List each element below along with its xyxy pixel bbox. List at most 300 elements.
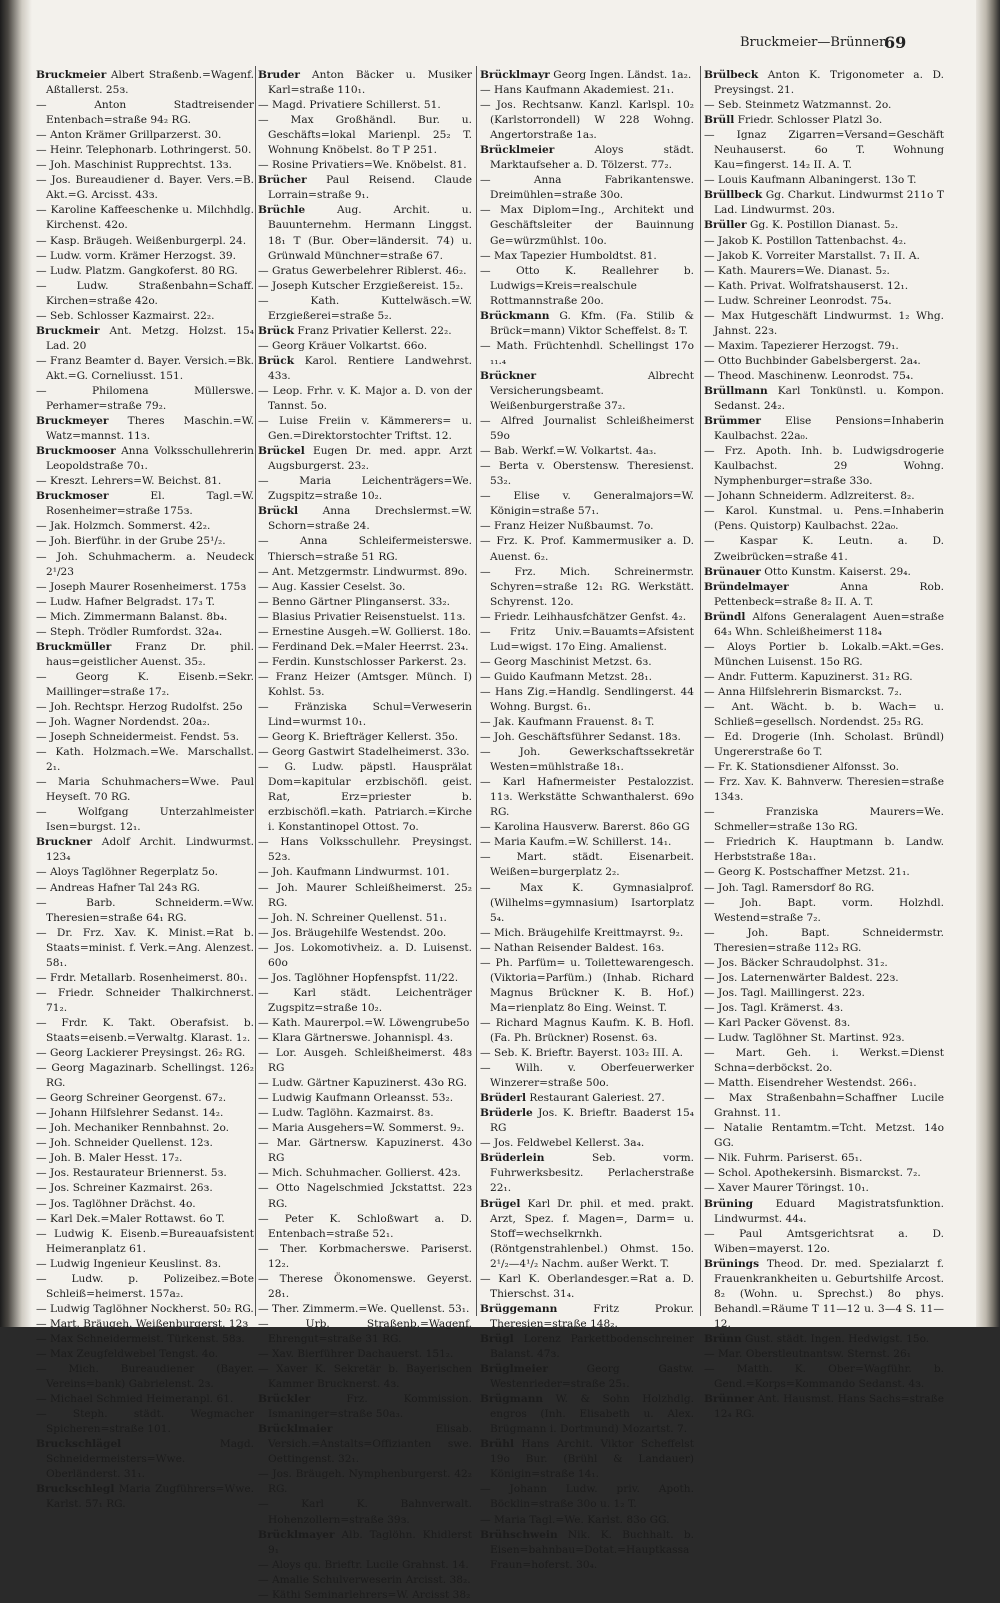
directory-entry (704, 610, 944, 640)
directory-entry (704, 369, 944, 384)
directory-entry (36, 1166, 254, 1181)
directory-entry (480, 835, 694, 850)
entry-text: — Benno Gärtner Plinganserst. 33₂. (258, 595, 450, 608)
surname-heading: Brüller (704, 219, 747, 232)
surname-heading: Brück (258, 324, 295, 337)
entry-text: Albrecht Versicherungsbeamt. Weißenburgerstraße 37₂. (490, 369, 694, 413)
entry-text: — Therese Ökonomenswe. Geyerst. 28₁. (258, 1272, 472, 1300)
directory-entry (704, 1151, 944, 1166)
directory-entry (36, 203, 254, 233)
entry-text: — Max Straßenbahn=Schaffner Lucile Grahnst. 11. (704, 1092, 944, 1120)
directory-entry (36, 1106, 254, 1121)
entry-text: — Urb. Straßenb.=Wagenf. Ehrengut=straße 31 RG. (258, 1317, 472, 1345)
directory-entry (258, 1317, 472, 1347)
entry-text: — Franziska Maurers=We. Schmeller=straße 13o RG. (704, 806, 944, 834)
directory-entry (480, 730, 694, 745)
directory-entry (36, 1302, 254, 1317)
directory-entry (704, 1347, 944, 1362)
directory-entry (36, 986, 254, 1016)
entry-text: — Blasius Privatier Reisenstuelst. 11з. (258, 610, 466, 623)
entry-text: — Maria Ausgehers=W. Sommerst. 9₂. (258, 1122, 465, 1135)
directory-entry (480, 249, 694, 264)
directory-entry (36, 1091, 254, 1106)
directory-entry (480, 339, 694, 369)
entry-text: — Mart. Bräugeh. Weißenburgerst. 12з (36, 1317, 249, 1330)
directory-entry (480, 610, 694, 625)
directory-entry (258, 760, 472, 835)
directory-entry (258, 1136, 472, 1166)
directory-entry (480, 941, 694, 956)
entry-text: Magd. Schneidermeisters=Wwe. Oberländerst. 31₁. (46, 1438, 254, 1481)
directory-entry (704, 1046, 944, 1076)
directory-entry (36, 158, 254, 173)
surname-heading: Bründl (704, 610, 746, 623)
page-number: 69 (884, 33, 907, 52)
entry-text: — Anton Stadtreisender Entenbach=straße 94₂ RG. (36, 99, 254, 127)
entry-text: — Maxim. Tapezierer Herzogst. 79₁. (704, 339, 899, 352)
directory-entry (480, 1151, 694, 1196)
entry-text: — Seb. Steinmetz Watzmannst. 2o. (704, 99, 892, 112)
entry-text: — Max K. Gymnasialprof. (Wilhelms=gymnasium) Isartorplatz 5₄. (480, 881, 694, 924)
directory-entry (36, 1197, 254, 1212)
column-divider (700, 66, 701, 1316)
directory-entry (258, 640, 472, 655)
entry-text: — Ludw. Gärtner Kapuzinerst. 43o RG. (258, 1077, 467, 1090)
entry-text: Georg Ingen. Ländst. 1a₂. (549, 69, 692, 81)
directory-entry (704, 775, 944, 805)
entry-text: — Fränziska Schul=Verweserin Lind=wurmst 10₁. (258, 700, 472, 729)
entry-text: Gust. städt. Ingen. Hedwigst. 15o. (741, 1332, 930, 1345)
directory-entry (704, 173, 944, 188)
entry-text: — Ludw. Platzm. Gangkoferst. 80 RG. (36, 264, 238, 277)
entry-text: — Georg K. Postschaffner Metzst. 21₁. (704, 866, 910, 879)
entry-text: El. Tagl.=W. Rosenheimer=straße 175з. (46, 490, 254, 518)
entry-text: — Andreas Hafner Tal 24з RG. (36, 881, 201, 894)
entry-text: Restaurant Galeriest. 27. (526, 1092, 665, 1105)
directory-entry (258, 1181, 472, 1211)
directory-entry (258, 1347, 472, 1362)
entry-text: — Louis Kaufmann Albaningerst. 13o T. (704, 174, 917, 187)
entry-text: — Ludw. vorm. Krämer Herzogst. 39. (36, 249, 236, 262)
surname-heading: Brückmann (480, 309, 550, 322)
entry-text: — Matth. K. Ober=Wagführ. b. Gend.=Korps=Kommando Sedanst. 4з. (704, 1363, 944, 1391)
directory-entry (704, 1257, 944, 1332)
entry-text: — Joh. Geschäftsführer Sedanst. 18з. (480, 731, 681, 744)
entry-text: — Joh. Tagl. Ramersdorf 8o RG. (704, 881, 875, 894)
entry-text: — Wilh. v. Oberfeuerwerker Winzerer=straße 50o. (480, 1062, 694, 1090)
directory-entry (36, 1257, 254, 1272)
directory-entry (36, 1151, 254, 1166)
directory-entry (258, 1091, 472, 1106)
entry-text: — Hans Kaufmann Akademiest. 21₁. (480, 84, 675, 97)
entry-text: Anna Drechslermst.=W. Schorn=straße 24. (268, 505, 472, 533)
entry-text: — Seb. Schlosser Kazmairst. 22₂. (36, 309, 215, 322)
entry-text: — Ther. Zimmerm.=We. Quellenst. 53₁. (258, 1302, 470, 1315)
entry-text: — Matth. Eisendreher Westendst. 266₁. (704, 1077, 917, 1090)
directory-entry (704, 68, 944, 98)
directory-column-1 (36, 68, 254, 1511)
entry-text: — Lor. Ausgeh. Schleißheimerst. 48з RG (258, 1047, 472, 1075)
directory-entry (36, 534, 254, 549)
directory-entry (480, 1091, 694, 1106)
surname-heading: Bruckmeier (36, 69, 107, 81)
entry-text: — Aloys qu. Brieftr. Lucile Grahnst. 14. (258, 1558, 469, 1571)
surname-heading: Brügl (480, 1332, 514, 1345)
entry-text: — Rosine Privatiers=We. Knöbelst. 81. (258, 159, 467, 172)
surname-heading: Brüllbeck (704, 189, 763, 202)
directory-entry (704, 1362, 944, 1392)
directory-entry (36, 279, 254, 309)
entry-text: — Jos. Lokomotivheiz. a. D. Luisenst. 60o (258, 941, 472, 969)
directory-entry (480, 625, 694, 655)
directory-entry (480, 1302, 694, 1332)
surname-heading: Bruckner (36, 836, 93, 849)
directory-entry (36, 1061, 254, 1091)
entry-text: — Jos. Rechtsanw. Kanzl. Karlspl. 10₂ (Karlstorrondell) W 228 Wohng. Angertorstraße 1a₃. (480, 99, 694, 142)
directory-entry (480, 775, 694, 820)
entry-text: — Amalie Schulverweserin Arcisst. 38₂. (258, 1573, 471, 1586)
directory-entry (258, 339, 472, 354)
directory-entry (36, 881, 254, 896)
entry-text: — Jak. Kaufmann Frauenst. 8₁ T. (480, 716, 655, 729)
entry-text: Hans Archit. Viktor Scheffelst 19o Bur. (Brühl & Landauer) Königin=straße 14₁. (490, 1438, 694, 1481)
entry-text: — Math. Früchtenhdl. Schellingst 17o ₁₁.₄ (480, 339, 694, 367)
entry-text: Franz Privatier Kellerst. 22₂. (294, 324, 452, 337)
directory-entry (480, 1392, 694, 1437)
directory-entry (704, 444, 944, 489)
entry-text: — Maria Schuhmachers=Wwe. Paul Heyseſt. 70 RG. (36, 776, 254, 804)
entry-text: — Jos. Restaurateur Briennerst. 5з. (36, 1167, 227, 1180)
entry-text: — Max Zeugfeldwebel Tengst. 4o. (36, 1347, 219, 1360)
directory-entry (704, 218, 944, 233)
directory-entry (480, 369, 694, 414)
entry-text: Eugen Dr. med. appr. Arzt Augsburgerst. 23₂. (268, 445, 472, 473)
directory-entry (480, 534, 694, 564)
entry-text: — Klara Gärtnerswe. Johannispl. 4з. (258, 1032, 454, 1044)
directory-entry (36, 805, 254, 835)
directory-entry (258, 670, 472, 700)
directory-entry (36, 519, 254, 534)
directory-entry (258, 1076, 472, 1091)
directory-entry (36, 128, 254, 143)
directory-entry (36, 971, 254, 986)
directory-entry (704, 565, 944, 580)
directory-entry (704, 309, 944, 339)
entry-text: — Georg Gastwirt Stadelheimerst. 33o. (258, 746, 470, 759)
entry-text: — Magd. Privatiere Schillerst. 51. (258, 99, 441, 112)
directory-entry (704, 971, 944, 986)
surname-heading: Brügel (480, 1197, 521, 1210)
directory-entry (704, 354, 944, 369)
directory-entry (704, 1227, 944, 1257)
entry-text: — Ludw. Schreiner Leonrodst. 75₄. (704, 294, 892, 307)
column-divider (255, 66, 256, 1316)
running-header: Bruckmeier—Brünner. (740, 35, 888, 50)
directory-entry (704, 805, 944, 835)
entry-text: — Mich. Schuhmacher. Gollierst. 42з. (258, 1167, 461, 1180)
entry-text: Otto Kunstm. Kaiserst. 29₄. (760, 565, 911, 578)
entry-text: — Aloys Taglöhner Regerplatz 5o. (36, 866, 218, 879)
entry-text: — Ed. Drogerie (Inh. Scholast. Bründl) Ungererstraße 6o T. (704, 731, 944, 759)
surname-heading: Brüderle (480, 1107, 533, 1120)
entry-text: — Max Tapezier Humboldtst. 81. (480, 249, 657, 262)
entry-text: Jos. K. Brieftr. Baaderst 15₄ RG (490, 1107, 694, 1135)
directory-entry (704, 98, 944, 113)
entry-text: — Elise v. Generalmajors=W. Königin=straße 57₁. (480, 490, 694, 518)
directory-entry (704, 113, 944, 128)
entry-text: — Kreszt. Lehrers=W. Beichst. 81. (36, 475, 222, 488)
entry-text: — Karl K. Bahnverwalt. Hohenzollern=straße 39з. (258, 1498, 472, 1526)
directory-entry (704, 881, 944, 896)
directory-entry (704, 926, 944, 956)
directory-entry (258, 926, 472, 941)
entry-text: — Johann Ludw. priv. Apoth. Böcklin=straße 30o u. 1₂ T. (480, 1483, 694, 1511)
surname-heading: Brüchle (258, 204, 306, 217)
directory-entry (258, 68, 472, 98)
directory-entry (36, 835, 254, 865)
directory-entry (36, 249, 254, 264)
entry-text: — Xav. Bierführer Dachauerst. 151₂. (258, 1347, 454, 1360)
entry-text: — Kath. Holzmach.=We. Marschallst. 2₁. (36, 746, 254, 774)
directory-column-2 (258, 68, 472, 1601)
entry-text: Maria Zugführers=Wwe. Karlst. 57₁ RG. (46, 1483, 254, 1511)
directory-entry (480, 1362, 694, 1392)
entry-text: Aug. Archit. u. Bauunternehm. Hermann Linggst. 18₁ T (Bur. Ober=ländersit. 74) u. Grünwald Münchner=straße 67. (268, 204, 472, 262)
directory-entry (36, 1227, 254, 1257)
entry-text: — Georg Maschinist Metzst. 6з. (480, 655, 652, 668)
directory-entry (258, 971, 472, 986)
entry-text: — Franz Heizer Nußbaumst. 7o. (480, 520, 654, 533)
directory-entry (704, 1332, 944, 1347)
directory-entry (258, 941, 472, 971)
entry-text: — Jos. Bräugeh. Nymphenburgerst. 42₂ RG. (258, 1468, 472, 1496)
entry-text: Anton K. Trigonometer a. D. Preysingst. 21. (714, 69, 944, 97)
directory-entry (258, 911, 472, 926)
surname-heading: Brügmann (480, 1393, 544, 1406)
entry-text: — Ludwig Ingenieur Keuslinst. 8з. (36, 1257, 222, 1270)
entry-text: — G. Ludw. päpstl. Hausprälat Dom=kapitular erzbischöfl. geist. Rat, Erz=priester b. erzbischöfl.=kath. Patriarch.=Kirche i. Konstantinopel Ottost. 7o. (258, 761, 472, 834)
directory-entry (36, 700, 254, 715)
entry-text: — Käthi Seminarlehrers=W. Arcisst 38₂ (258, 1588, 471, 1601)
directory-entry (36, 324, 254, 354)
directory-entry (258, 1272, 472, 1302)
directory-entry (258, 384, 472, 414)
book-gutter (0, 0, 32, 1327)
directory-entry (258, 1016, 472, 1031)
entry-text: — Joh. Gewerkschaftssekretär Westen=mühlstraße 18₁. (480, 746, 694, 774)
entry-text: — Georg Kräuer Volkartst. 66o. (258, 339, 428, 352)
directory-entry (704, 489, 944, 504)
directory-entry (480, 1437, 694, 1482)
entry-text: — Guido Kaufmann Metzst. 28₁. (480, 670, 652, 683)
entry-text: — Joh. Maschinist Rupprechtst. 13з. (36, 159, 232, 172)
directory-entry (36, 1046, 254, 1061)
entry-text: — Karol. Kunstmal. u. Pens.=Inhaberin (Pens. Quistorp) Kaulbachst. 22a₀. (704, 505, 944, 533)
entry-text: — Ther. Korbmacherswe. Pariserst. 12₂. (258, 1242, 472, 1270)
directory-entry (480, 68, 694, 83)
directory-entry (258, 1422, 472, 1467)
directory-entry (258, 745, 472, 760)
surname-heading: Brückl (258, 505, 299, 518)
directory-entry (36, 1272, 254, 1302)
entry-text: Eduard Magistratsfunktion. Lindwurmst. 44₄. (714, 1197, 944, 1225)
directory-entry (258, 655, 472, 670)
directory-entry (258, 324, 472, 339)
directory-entry (480, 519, 694, 534)
directory-entry (36, 1392, 254, 1407)
directory-entry (36, 670, 254, 700)
directory-entry (704, 865, 944, 880)
directory-entry (36, 580, 254, 595)
directory-entry (704, 384, 944, 414)
entry-text: — Ludwig Kaufmann Orleansst. 53₂. (258, 1092, 454, 1105)
entry-text: — Steph. Trödler Rumfordst. 32a₄. (36, 625, 223, 638)
directory-entry (704, 234, 944, 249)
entry-text: — Jos. Laternenwärter Baldest. 22з. (704, 971, 899, 984)
directory-entry (258, 203, 472, 263)
entry-text: — Berta v. Oberstensw. Theresienst. 53₂. (480, 460, 694, 488)
directory-entry (480, 309, 694, 339)
surname-heading: Brünings (704, 1257, 760, 1270)
entry-text: — Ernestine Ausgeh.=W. Gollierst. 18o. (258, 625, 471, 638)
entry-text: — Ludw. Hafner Belgradst. 17₃ T. (36, 595, 215, 608)
directory-entry (36, 1332, 254, 1347)
directory-entry (36, 595, 254, 610)
directory-entry (704, 1121, 944, 1151)
directory-entry (704, 1031, 944, 1046)
entry-text: Karl Dr. phil. et med. prakt. Arzt, Spez. f. Magen=, Darm= u. Stoff=wechselkrnkh. (Röntgenstrahlenbel.) Ohmst. 15o. 2¹/₂—4¹/₂ Nachm. außer Werkt. T. (490, 1197, 694, 1270)
surname-heading: Bruckschlägel (36, 1438, 122, 1451)
entry-text: — Jakob K. Vorreiter Marstallst. 7₁ II. A. (704, 249, 920, 262)
entry-text: — Friedr. Leihhausfchätzer Genfst. 4₂. (480, 610, 687, 623)
entry-text: — Anton Krämer Grillparzerst. 30. (36, 129, 222, 142)
surname-heading: Bründelmayer (704, 580, 789, 593)
directory-entry (36, 1136, 254, 1151)
directory-entry (258, 625, 472, 640)
directory-entry (258, 1106, 472, 1121)
directory-entry (36, 1407, 254, 1437)
entry-text: — Max Diplom=Ing., Architekt und Geschäftsleiter der Bauinnung Ge=würzmühlst. 10o. (480, 204, 694, 247)
directory-entry (258, 610, 472, 625)
entry-text: — Joh. Mechaniker Rennbahnst. 2o. (36, 1122, 230, 1135)
directory-entry (36, 640, 254, 670)
entry-text: Adolf Archit. Lindwurmst. 123₄ (46, 836, 254, 864)
entry-text: — Nathan Reisender Baldest. 16з. (480, 941, 665, 954)
surname-heading: Brümmer (704, 415, 761, 428)
directory-entry (480, 1197, 694, 1272)
directory-entry (704, 128, 944, 173)
entry-text: Elise Pensions=Inhaberin Kaulbachst. 22a₀. (714, 415, 944, 443)
directory-entry (258, 294, 472, 324)
entry-text: — Karl K. Oberlandesger.=Rat a. D. Thierschst. 31₄. (480, 1272, 694, 1300)
entry-text: — Jos. Bureaudiener d. Bayer. Vers.=B. Akt.=G. Arcisst. 43з. (36, 174, 254, 202)
entry-text: — Jos. Feldwebel Kellerst. 3a₄. (480, 1137, 645, 1150)
entry-text: Ant. Metzg. Holzst. 15₄ Lad. 20 (46, 324, 254, 352)
entry-text: G. Kfm. (Fa. Stilib & Brück=mann) Viktor Scheffelst. 8₂ T. (490, 309, 694, 337)
entry-text: — Jos. Taglöhner Hopfenspfst. 11/22. (258, 971, 459, 984)
directory-entry (704, 760, 944, 775)
directory-entry (480, 745, 694, 775)
entry-text: Paul Reisend. Claude Lorrain=straße 9₁. (268, 174, 472, 202)
directory-entry (36, 173, 254, 203)
directory-entry (258, 835, 472, 865)
directory-entry (36, 264, 254, 279)
directory-entry (480, 98, 694, 143)
entry-text: — Frz. Xav. K. Bahnverw. Theresien=straße 134з. (704, 776, 944, 804)
directory-entry (258, 279, 472, 294)
entry-text: — Joh. Maurer Schleißheimerst. 25₂ RG. (258, 881, 472, 909)
surname-heading: Brüning (704, 1197, 754, 1210)
entry-text: — Xaver K. Sekretär b. Bayerischen Kammer Brucknerst. 4з. (258, 1363, 472, 1391)
entry-text: — Dr. Frz. Xav. K. Minist.=Rat b. Staats=minist. f. Verk.=Ang. Alenzest. 58₁. (36, 926, 254, 969)
entry-text: — Aloys Portier b. Lokalb.=Akt.=Ges. München Luisenst. 15o RG. (704, 640, 944, 668)
entry-text: Alb. Taglöhn. Khidlerst 9₁ (268, 1528, 472, 1556)
directory-entry (704, 534, 944, 564)
directory-entry (480, 1046, 694, 1061)
directory-entry (704, 1166, 944, 1181)
entry-text: — Gratus Gewerbelehrer Riblerst. 46₂. (258, 264, 467, 277)
entry-text: — Joh. B. Maler Hesst. 17₂. (36, 1152, 183, 1165)
directory-entry (258, 474, 472, 504)
directory-entry (480, 1482, 694, 1512)
directory-entry (36, 745, 254, 775)
entry-text: — Fritz Univ.=Bauamts=Afsistent Lud=wigst. 17o Eing. Amalienst. (480, 625, 694, 653)
entry-text: — Frz. Apoth. Inh. b. Ludwigsdrogerie Kaulbachst. 29 Wohng. Nymphenburger=straße 33o. (704, 445, 944, 488)
entry-text: — Georg Lackierer Preysingst. 26₂ RG. (36, 1047, 246, 1060)
entry-text: — Ant. Metzgermstr. Lindwurmst. 89o. (258, 565, 468, 578)
directory-entry (704, 279, 944, 294)
entry-text: — Kath. Kuttelwäsch.=W. Erzgießerei=straße 5₂. (258, 294, 472, 322)
entry-text: — Max Großhändl. Bur. u. Geschäfts=lokal Marienpl. 25₂ T. Wohnung Knöbelst. 8o T P 251. (258, 114, 472, 157)
entry-text: — Kath. Privat. Wolfratshauserst. 12₁. (704, 279, 909, 292)
directory-entry (480, 203, 694, 248)
entry-text: — Ludwig Taglöhner Nockherst. 50₂ RG. (36, 1302, 254, 1315)
directory-entry (704, 700, 944, 730)
directory-entry (258, 1528, 472, 1558)
entry-text: — Ludwig K. Eisenb.=Bureauafsistent Heimeranplatz 61. (36, 1227, 254, 1255)
directory-entry (480, 850, 694, 880)
entry-text: — Georg Schreiner Georgenst. 67₂. (36, 1092, 227, 1105)
entry-text: Karol. Rentiere Landwehrst. 43з. (268, 354, 472, 382)
entry-text: — Kasp. Bräugeh. Weißenburgerpl. 24. (36, 234, 247, 247)
surname-heading: Bruckmooser (36, 445, 116, 458)
entry-text: — Ant. Wächt. b. b. Wach= u. Schließ=gesellsch. Nordendst. 25₃ RG. (704, 700, 944, 729)
entry-text: — Otto K. Reallehrer b. Ludwigs=Kreis=realschule Rottmannstraße 20o. (480, 264, 694, 307)
entry-text: — Frdr. K. Takt. Oberafsist. b. Staats=eisenb.=Verwaltg. Klarast. 1₂. (36, 1016, 254, 1044)
directory-entry (704, 1076, 944, 1091)
entry-text: — Karl Packer Gövenst. 8з. (704, 1016, 851, 1029)
entry-text: — Ferdinand Dek.=Maler Heerrst. 23₄. (258, 640, 469, 653)
directory-entry (704, 730, 944, 760)
entry-text: — Jak. Holzmch. Sommerst. 42₂. (36, 520, 211, 533)
entry-text: — Mart. Geh. i. Werkst.=Dienst Schna=derböckst. 2o. (704, 1047, 944, 1075)
directory-column-4 (704, 68, 944, 1421)
directory-entry (258, 1121, 472, 1136)
surname-heading: Brücklmaier (258, 1423, 333, 1436)
directory-entry (258, 700, 472, 730)
entry-text: Gg. Charkut. Lindwurmst 211o T Lad. Lindwurmst. 20з. (714, 189, 944, 217)
directory-entry (36, 1181, 254, 1196)
directory-entry (704, 1091, 944, 1121)
entry-text: — Karl Dek.=Maler Rottawst. 6o T. (36, 1212, 225, 1225)
entry-text: Theod. Dr. med. Spezialarzt f. Frauenkrankheiten u. Geburtshilfe Arcost. 8₂ (Wohn. u. Sprechst.) 8o phys. Behandl.=Räume T 11—12 u. 3—4 S. 11—12. (714, 1257, 944, 1330)
surname-heading: Brüderl (480, 1092, 526, 1105)
directory-entry (704, 339, 944, 354)
entry-text: — Kath. Maurers=We. Dianast. 5₂. (704, 264, 890, 277)
entry-text: — Max Hutgeschäft Lindwurmst. 1₂ Whg. Jahnst. 22з. (704, 309, 944, 337)
entry-text: Theres Maschin.=W. Watz=mannst. 11з. (46, 415, 254, 443)
directory-entry (258, 1467, 472, 1497)
